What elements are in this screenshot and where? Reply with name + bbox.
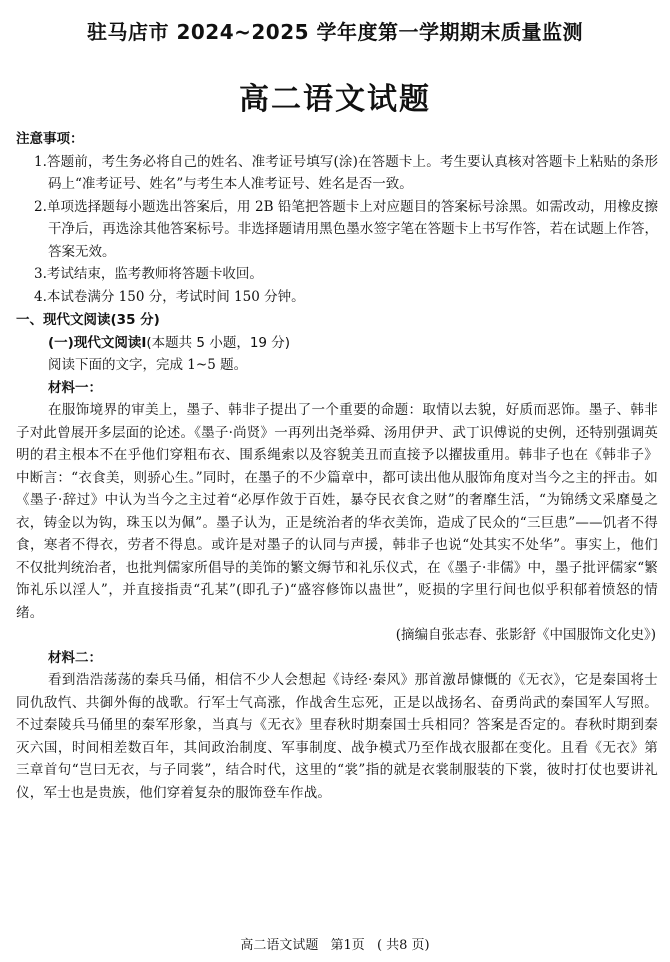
exam-title: 高二语文试题 [239,82,431,117]
notice-item: 3.考试结束，监考教师将答题卡收回。 [34,266,263,282]
footer-total: ( 共8 页) [376,938,430,953]
exam-body [16,128,658,804]
footer-page: 第1页 [330,938,365,953]
notice-heading: 注意事项： [16,131,84,147]
notice-item: 1.答题前，考生务必将自己的姓名、准考证号填写(涂)在答题卡上。考生要认真核对答题卡上粘贴的条形码上“准考证号、姓名”与考生本人准考证号、姓名是否一致。 [34,153,658,192]
notice-item: 4.本试卷满分 150 分，考试时间 150 分钟。 [34,288,305,305]
material-1-text: 在服饰境界的审美上，墨子、韩非子提出了一个重要的命题：取情以去貌，好质而恶饰。墨子、韩非子对此曾展开多层面的论述。《墨子·尚贤》一再列出尧举舜、汤用伊尹、武丁识傅说的史例，还特别强调英明的君主根本不在乎他们穿粗布衣、围系绳索以及容貌美丑而直接予以擢拔重用。韩非子也在《韩非子》中断言：“衣食美，则骄心生。”同时，在墨子的不少篇章中，都可读出他从服饰角度对当今之主的抨击。如《墨子·辞过》中认为当今之主过着“必厚作敛于百姓，暴夺民衣食之财”的奢靡生活，“为锦绣文采靡曼之衣，铸金以为钩，珠玉以为佩”。墨子认为，正是统治者的华衣美饰，造成了民众的“三巨患”——饥者不得食，寒者不得衣，劳者不得息。或许是对墨子的认同与声援，韩非子也说“处其实不处华”。事实上，他们不仅批判统治者，也批判儒家所倡导的美饰的繁文缛节和礼乐仪式，在《墨子·非儒》中，墨子批评儒家“繁饰礼乐以淫人”，并直接指责“孔某”(即孔子)“盛容修饰以蛊世”，贬损的字里行间也似乎积郁着愤怒的情绪。 [16,402,658,621]
material-1-label: 材料一： [48,379,102,396]
subsection-note: (本题共 5 小题，19 分) [146,334,291,351]
notice-item: 2.单项选择题每小题选出答案后，用 2B 铅笔把答题卡上对应题目的答案标号涂黑。如需改动，用橡皮擦干净后，再选涂其他答案标号。非选择题请用黑色墨水签字笔在答题卡上书写作答，若在试题上作答，答案无效。 [34,198,658,260]
material-2-label: 材料二： [48,649,102,666]
exam-header: 驻马店市 2024~2025 学年度第一学期期末质量监测 [86,20,583,44]
reading-instruction: 阅读下面的文字，完成 1~5 题。 [48,357,248,373]
material-2-text: 看到浩浩荡荡的秦兵马俑，相信不少人会想起《诗经·秦风》那首激昂慷慨的《无衣》，它是秦国将士同仇敌忾、共御外侮的战歌。行军士气高涨，作战舍生忘死，正是以战扬名、奋勇尚武的秦国军人写照。不过秦陵兵马俑里的秦军形象，当真与《无衣》里春秋时期秦国士兵相同？答案是否定的。春秋时期到秦灭六国，时间相差数百年，其间政治制度、军事制度、战争模式乃至作战衣服都在变化。且看《无衣》第三章首句“岂曰无衣，与子同裳”，结合时代，这里的“裳”指的就是衣裳制服装的下裳，彼时打仗也要讲礼仪，军士也是贵族，他们穿着复杂的服饰登车作战。 [16,672,658,801]
material-1-source: (摘编自张志春、张影舒《中国服饰文化史》) [395,627,656,643]
section-heading: 一、现代文阅读(35 分) [16,312,160,328]
subsection-title: (一)现代文阅读Ⅰ [48,334,147,351]
subsection-heading [16,332,658,355]
footer-subject: 高二语文试题 [240,938,319,953]
page-footer [0,934,670,953]
